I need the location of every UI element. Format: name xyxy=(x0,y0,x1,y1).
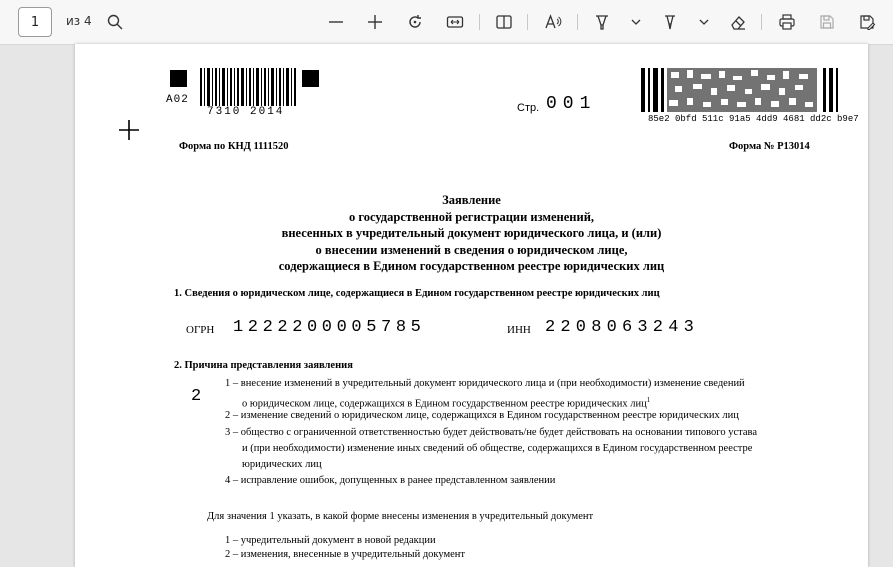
form-note: Для значения 1 указать, в какой форме внесены изменения в учредительный документ xyxy=(207,511,594,522)
page-label: Стр. xyxy=(517,102,540,114)
barcode-icon xyxy=(200,68,296,106)
toolbar-divider xyxy=(577,14,578,30)
toolbar-divider xyxy=(527,14,528,30)
title-line: о внесении изменений в сведения о юридическом лице, xyxy=(315,242,628,257)
highlight-icon[interactable] xyxy=(590,10,614,34)
document-title xyxy=(75,192,868,275)
zoom-out-icon[interactable] xyxy=(324,10,348,34)
code-hash: 85e2 0bfd 511c 91a5 4dd9 4681 dd2c b9e7 xyxy=(648,114,859,124)
pdf-toolbar xyxy=(0,0,893,45)
section-2-heading: 2. Причина представления заявления xyxy=(174,360,353,371)
read-aloud-icon[interactable] xyxy=(541,10,565,34)
toolbar-divider xyxy=(761,14,762,30)
registration-marker xyxy=(302,70,319,87)
form-option: 2 – изменения, внесенные в учредительный документ xyxy=(225,549,466,560)
reason-text: и (при необходимости) изменение иных сведений об обществе, содержащихся в Едином государственном реестре xyxy=(242,443,753,454)
registration-marker xyxy=(170,70,187,87)
pdf-page xyxy=(75,44,868,567)
reason-value: 2 xyxy=(191,387,202,406)
inn-value: 2208063243 xyxy=(545,318,700,337)
toolbar-divider xyxy=(479,14,480,30)
page-view-icon[interactable] xyxy=(492,10,516,34)
reason-text: юридических лиц xyxy=(242,459,322,470)
rotate-icon[interactable] xyxy=(403,10,427,34)
crosshair-icon xyxy=(119,120,139,140)
page-number-input[interactable]: 1 xyxy=(18,7,52,37)
reason-option-3 xyxy=(225,425,757,473)
ogrn-label: ОГРН xyxy=(186,324,215,336)
data-matrix-code-icon xyxy=(641,68,840,112)
print-icon[interactable] xyxy=(775,10,799,34)
ogrn-value: 1222200005785 xyxy=(233,318,426,337)
title-line: содержащиеся в Едином государственном реестре юридических лиц xyxy=(278,259,665,273)
draw-icon[interactable] xyxy=(658,10,682,34)
zoom-in-icon[interactable] xyxy=(363,10,387,34)
footnote-mark: 1 xyxy=(646,396,651,404)
barcode-number: 7310 2014 xyxy=(207,106,285,118)
chevron-down-icon[interactable] xyxy=(624,10,648,34)
page-value: 001 xyxy=(546,94,597,114)
title-line: о государственной регистрации изменений, xyxy=(348,209,595,224)
save-as-icon[interactable] xyxy=(855,10,879,34)
reason-text-part: о юридическом лице, содержащихся в Едином государственном реестре юридических лиц xyxy=(242,398,647,410)
section-1-heading: 1. Сведения о юридическом лице, содержащиеся в Едином государственном реестре юридических лиц xyxy=(174,288,660,299)
save-icon[interactable] xyxy=(815,10,839,34)
title-line: внесенных в учредительный документ юридического лица, и (или) xyxy=(281,226,662,240)
reason-option-2: 2 – изменение сведений о юридическом лице, содержащихся в Едином государственном реестре юридических лиц xyxy=(225,410,739,421)
fit-width-icon[interactable] xyxy=(443,10,467,34)
form-number: Форма № Р13014 xyxy=(729,141,810,152)
page-count: из 4 xyxy=(66,14,92,28)
form-options xyxy=(225,534,465,562)
form-code: A02 xyxy=(166,94,189,106)
reason-text: 3 – общество с ограниченной ответственностью будет действовать/не будет действовать на основании типового устава xyxy=(225,427,757,438)
knd-label: Форма по КНД 1111520 xyxy=(179,141,289,152)
reason-option-4: 4 – исправление ошибок, допущенных в ранее представленном заявлении xyxy=(225,475,556,486)
chevron-down-icon[interactable] xyxy=(692,10,716,34)
form-option: 1 – учредительный документ в новой редакции xyxy=(225,535,436,546)
reason-text: 1 – внесение изменений в учредительный документ юридического лица и (при необходимости) изменение сведений xyxy=(225,378,745,389)
inn-label: ИНН xyxy=(507,324,531,336)
search-icon[interactable] xyxy=(103,10,127,34)
title-line: Заявление xyxy=(442,193,501,207)
eraser-icon[interactable] xyxy=(726,10,750,34)
